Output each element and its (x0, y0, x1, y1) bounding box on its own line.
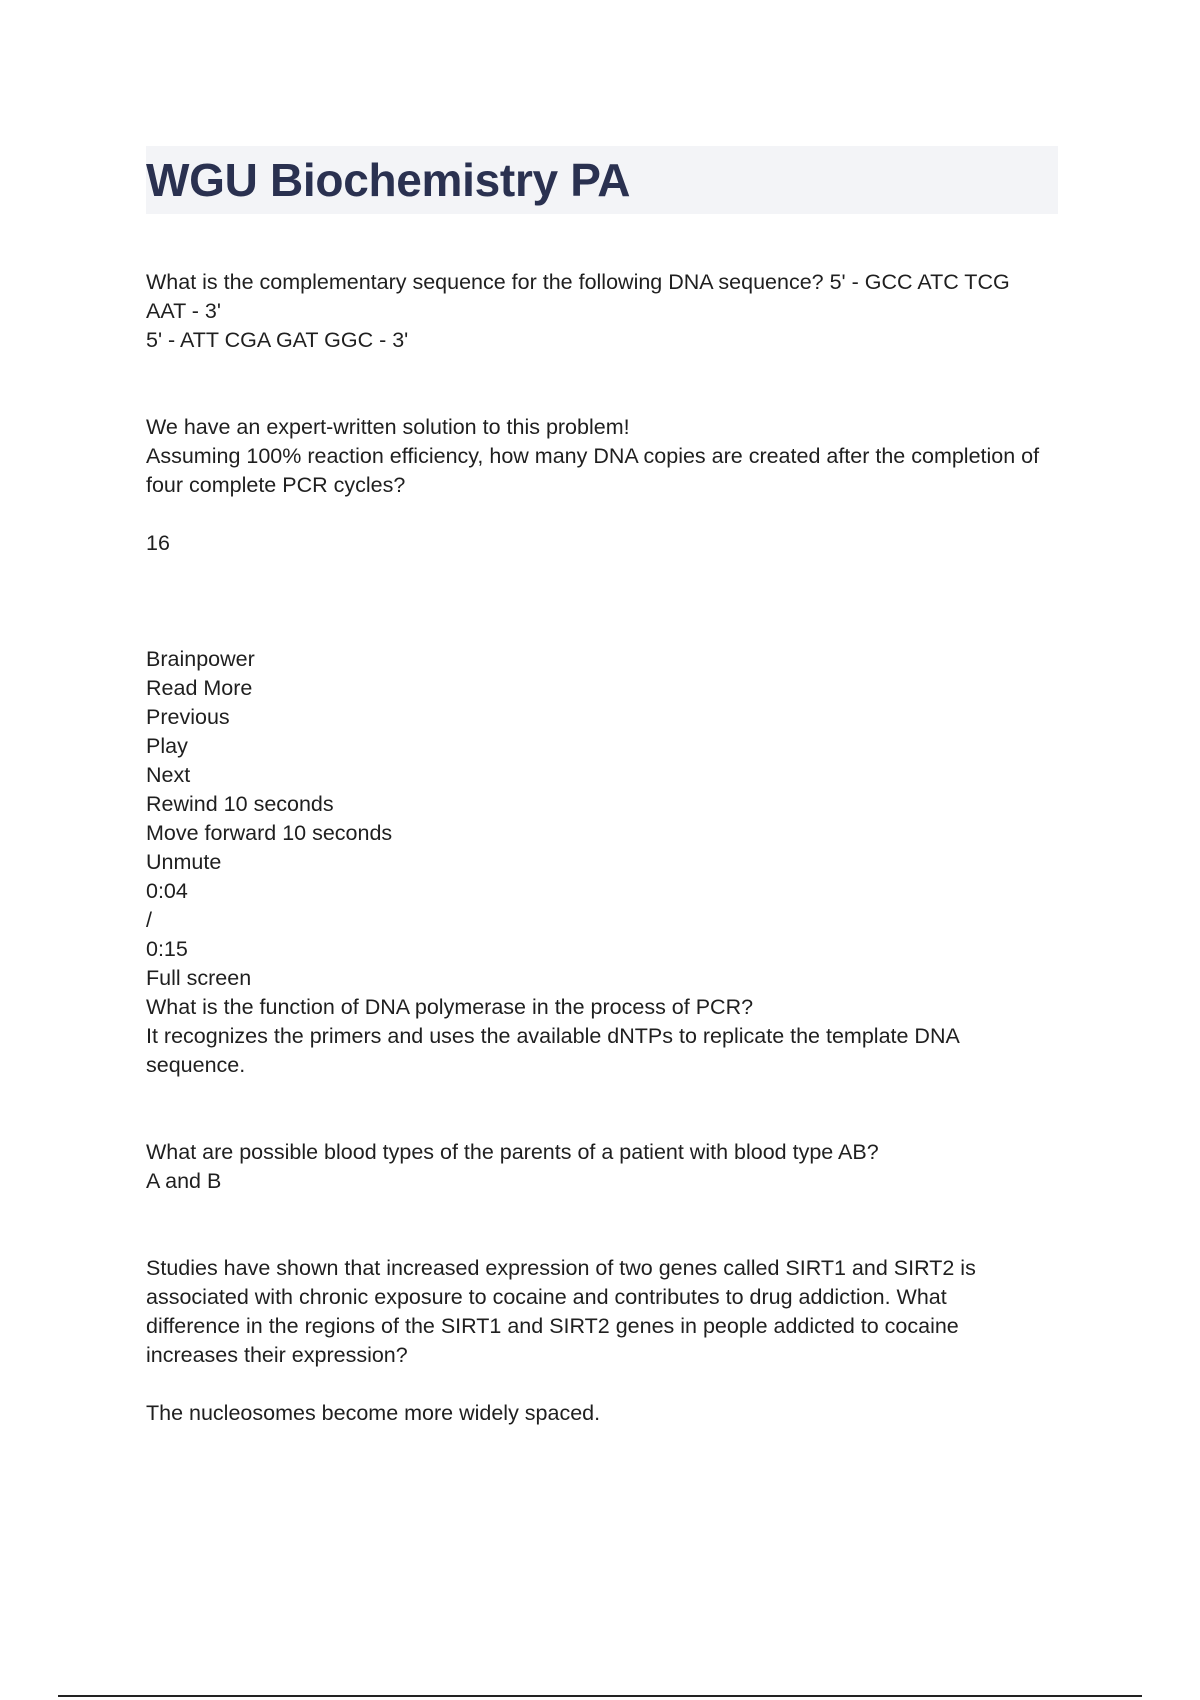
answer-text: 5' - ATT CGA GAT GGC - 3' (146, 328, 409, 352)
player-brand-label: Brainpower (146, 647, 255, 671)
forward-button[interactable]: Move forward 10 seconds (146, 821, 393, 845)
question-text: What are possible blood types of the parents of a patient with blood type AB? (146, 1140, 879, 1164)
answer-text: It recognizes the primers and uses the available dNTPs to replicate the template DNA sequence. (146, 1024, 965, 1077)
answer-text: A and B (146, 1169, 222, 1193)
question-text: What is the function of DNA polymerase in the process of PCR? (146, 995, 754, 1019)
question-text: Studies have shown that increased expression of two genes called SIRT1 and SIRT2 is associated with chronic exposure to cocaine and contributes to drug addiction. What difference in the regions of the SIRT1 and SIRT2 genes in people addicted to cocaine increases their expression? (146, 1256, 982, 1367)
question-text: Assuming 100% reaction efficiency, how many DNA copies are created after the completion of four complete PCR cycles? (146, 444, 1046, 497)
qa-item-sirt-genes (146, 1254, 1046, 1428)
document-body (146, 268, 1046, 1428)
play-button[interactable]: Play (146, 734, 188, 758)
next-button[interactable]: Next (146, 763, 191, 787)
duration-time: 0:15 (146, 937, 188, 961)
rewind-button[interactable]: Rewind 10 seconds (146, 792, 334, 816)
qa-item-blood-types (146, 1138, 1046, 1196)
qa-item-pcr-cycles (146, 413, 1046, 558)
footer-divider (58, 1695, 1142, 1697)
current-time: 0:04 (146, 879, 188, 903)
fullscreen-button[interactable]: Full screen (146, 966, 252, 990)
read-more-link[interactable]: Read More (146, 676, 253, 700)
time-separator: / (146, 908, 152, 932)
qa-item-dna-polymerase (146, 993, 1046, 1080)
answer-text: The nucleosomes become more widely spaced. (146, 1401, 601, 1425)
previous-button[interactable]: Previous (146, 705, 230, 729)
media-player-controls (146, 645, 1046, 993)
question-text: What is the complementary sequence for the following DNA sequence? 5' - GCC ATC TCG AAT - 3' (146, 270, 1015, 323)
answer-text: 16 (146, 531, 170, 555)
page-title: WGU Biochemistry PA (146, 154, 631, 206)
unmute-button[interactable]: Unmute (146, 850, 222, 874)
title-banner (146, 146, 1058, 214)
qa-item-complementary-sequence (146, 268, 1046, 355)
expert-solution-notice: We have an expert-written solution to this problem! (146, 415, 630, 439)
